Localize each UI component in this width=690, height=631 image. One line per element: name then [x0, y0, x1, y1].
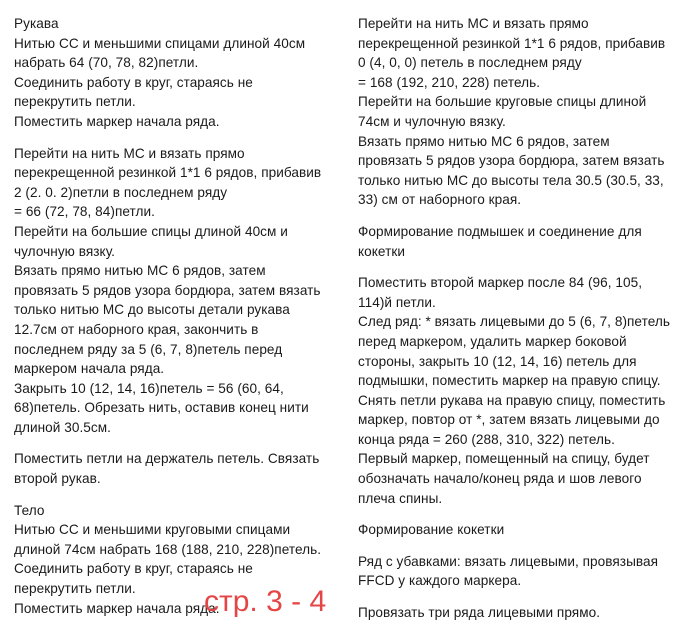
text-line: Перейти на нить МС и вязать прямо	[358, 16, 589, 31]
text-line: Вязать прямо нитью МС 6 рядов, затем	[14, 263, 266, 279]
text-line: перекрутить петли.	[14, 581, 136, 597]
text-line: Вязать прямо нитью МС 6 рядов, затем	[358, 133, 610, 149]
section-title-body: Тело	[14, 502, 45, 518]
page-number-label: стр. 3 - 4	[204, 585, 327, 618]
text-line: Перейти на большие спицы длиной 40см и	[14, 223, 288, 239]
text-line: Поместить маркер начала ряда.	[14, 113, 220, 129]
text-line: последнем ряду за 5 (6, 7, 8)петель перед	[14, 341, 283, 357]
text-line: провязать 5 рядов узора бордюра, затем вязать	[14, 282, 321, 298]
text-line: Соединить работу в круг, стараясь не	[14, 561, 253, 577]
left-column	[14, 14, 340, 618]
text-line: конца ряда = 260 (288, 310, 322) петель.	[358, 431, 615, 447]
text-line: Первый маркер, помещенный на спицу, будет	[358, 451, 650, 467]
text-line: Соединить работу в круг, стараясь не	[14, 74, 253, 90]
sleeves-body	[14, 144, 340, 438]
text-line: Нитью СС и меньшими спицами длиной 40см	[14, 35, 306, 51]
text-line: Закрыть 10 (12, 14, 16)петель = 56 (60, 64,	[14, 380, 284, 396]
yoke-decrease	[358, 552, 680, 591]
text-line: Нитью СС и меньшими круговыми спицами	[14, 522, 291, 538]
text-line: 12.7см от наборного края, закончить в	[14, 321, 259, 337]
text-line: След ряд: * вязать лицевыми до 5 (6, 7, 8)петель	[358, 314, 670, 330]
text-line: стороны, закрыть 10 (12, 14, 16) петель для	[358, 353, 637, 369]
yoke-heading	[358, 520, 680, 540]
sleeves-intro	[14, 14, 340, 132]
text-line: Поместить второй маркер после 84 (96, 105,	[358, 275, 643, 291]
text-line: чулочную вязку.	[14, 243, 116, 259]
text-line: Провязать три ряда лицевыми прямо.	[358, 605, 601, 621]
text-line: перекрутить петли.	[14, 94, 136, 110]
text-line: только нитью МС до высоты детали рукава	[14, 302, 290, 318]
text-line: подмышки, поместить маркер на правую спицу.	[358, 373, 661, 389]
text-line: 114)й петли.	[358, 294, 436, 310]
underarm-heading	[358, 222, 680, 261]
text-line: только нитью МС до высоты тела 30.5 (30.5, 33,	[358, 172, 664, 188]
text-line: длиной 30.5см.	[14, 419, 111, 435]
text-line: маркером начала ряда.	[14, 361, 165, 377]
text-line: 33) см от наборного края.	[358, 192, 522, 208]
text-line: Поместить петли на держатель петель. Связать	[14, 451, 320, 467]
section-title-sleeves: Рукава	[14, 16, 59, 31]
text-line: длиной 74см набрать 168 (188, 210, 228)петель.	[14, 541, 322, 557]
text-line: Ряд с убавками: вязать лицевыми, провязывая	[358, 553, 659, 569]
text-line: = 168 (192, 210, 228) петель.	[358, 74, 541, 90]
right-column	[358, 14, 680, 623]
yoke-plain-rows	[358, 603, 680, 623]
text-line: маркер, повтор от *, затем вязать лицевыми до	[358, 412, 660, 428]
text-line: = 66 (72, 78, 84)петли.	[14, 204, 155, 220]
text-line: FFCD у каждого маркера.	[358, 573, 522, 589]
section-title-underarm: Формирование подмышек и соединение для	[358, 223, 642, 239]
text-line: провязать 5 рядов узора бордюра, затем вязать	[358, 153, 665, 169]
text-line: 68)петель. Обрезать нить, оставив конец нити	[14, 400, 309, 416]
text-line: обозначать начало/конец ряда и шов левого	[358, 471, 642, 487]
body-ribbing	[358, 14, 680, 210]
text-line: Перейти на большие круговые спицы длиной	[358, 94, 647, 110]
section-title-underarm-cont: кокетки	[358, 243, 405, 259]
text-line: 2 (2. 0. 2)петли в последнем ряду	[14, 184, 228, 200]
text-line: Поместить маркер начала ряда.	[14, 600, 220, 616]
text-line: Перейти на нить МС и вязать прямо	[14, 145, 245, 161]
text-line: перекрещенной резинкой 1*1 6 рядов, прибавив	[14, 165, 322, 181]
text-line: плеча спины.	[358, 490, 443, 506]
text-line: 0 (4, 0, 0) петель в последнем ряду	[358, 55, 582, 71]
text-line: набрать 64 (70, 78, 82)петли.	[14, 55, 199, 71]
text-line: Снять петли рукава на правую спицу, поместить	[358, 392, 666, 408]
sleeves-finish	[14, 449, 340, 488]
section-title-yoke: Формирование кокетки	[358, 522, 505, 538]
underarm-body	[358, 273, 680, 508]
text-line: перед маркером, удалить маркер боковой	[358, 333, 627, 349]
text-line: второй рукав.	[14, 471, 101, 487]
text-line: 74см и чулочную вязку.	[358, 113, 506, 129]
text-line: перекрещенной резинкой 1*1 6 рядов, прибавив	[358, 35, 666, 51]
